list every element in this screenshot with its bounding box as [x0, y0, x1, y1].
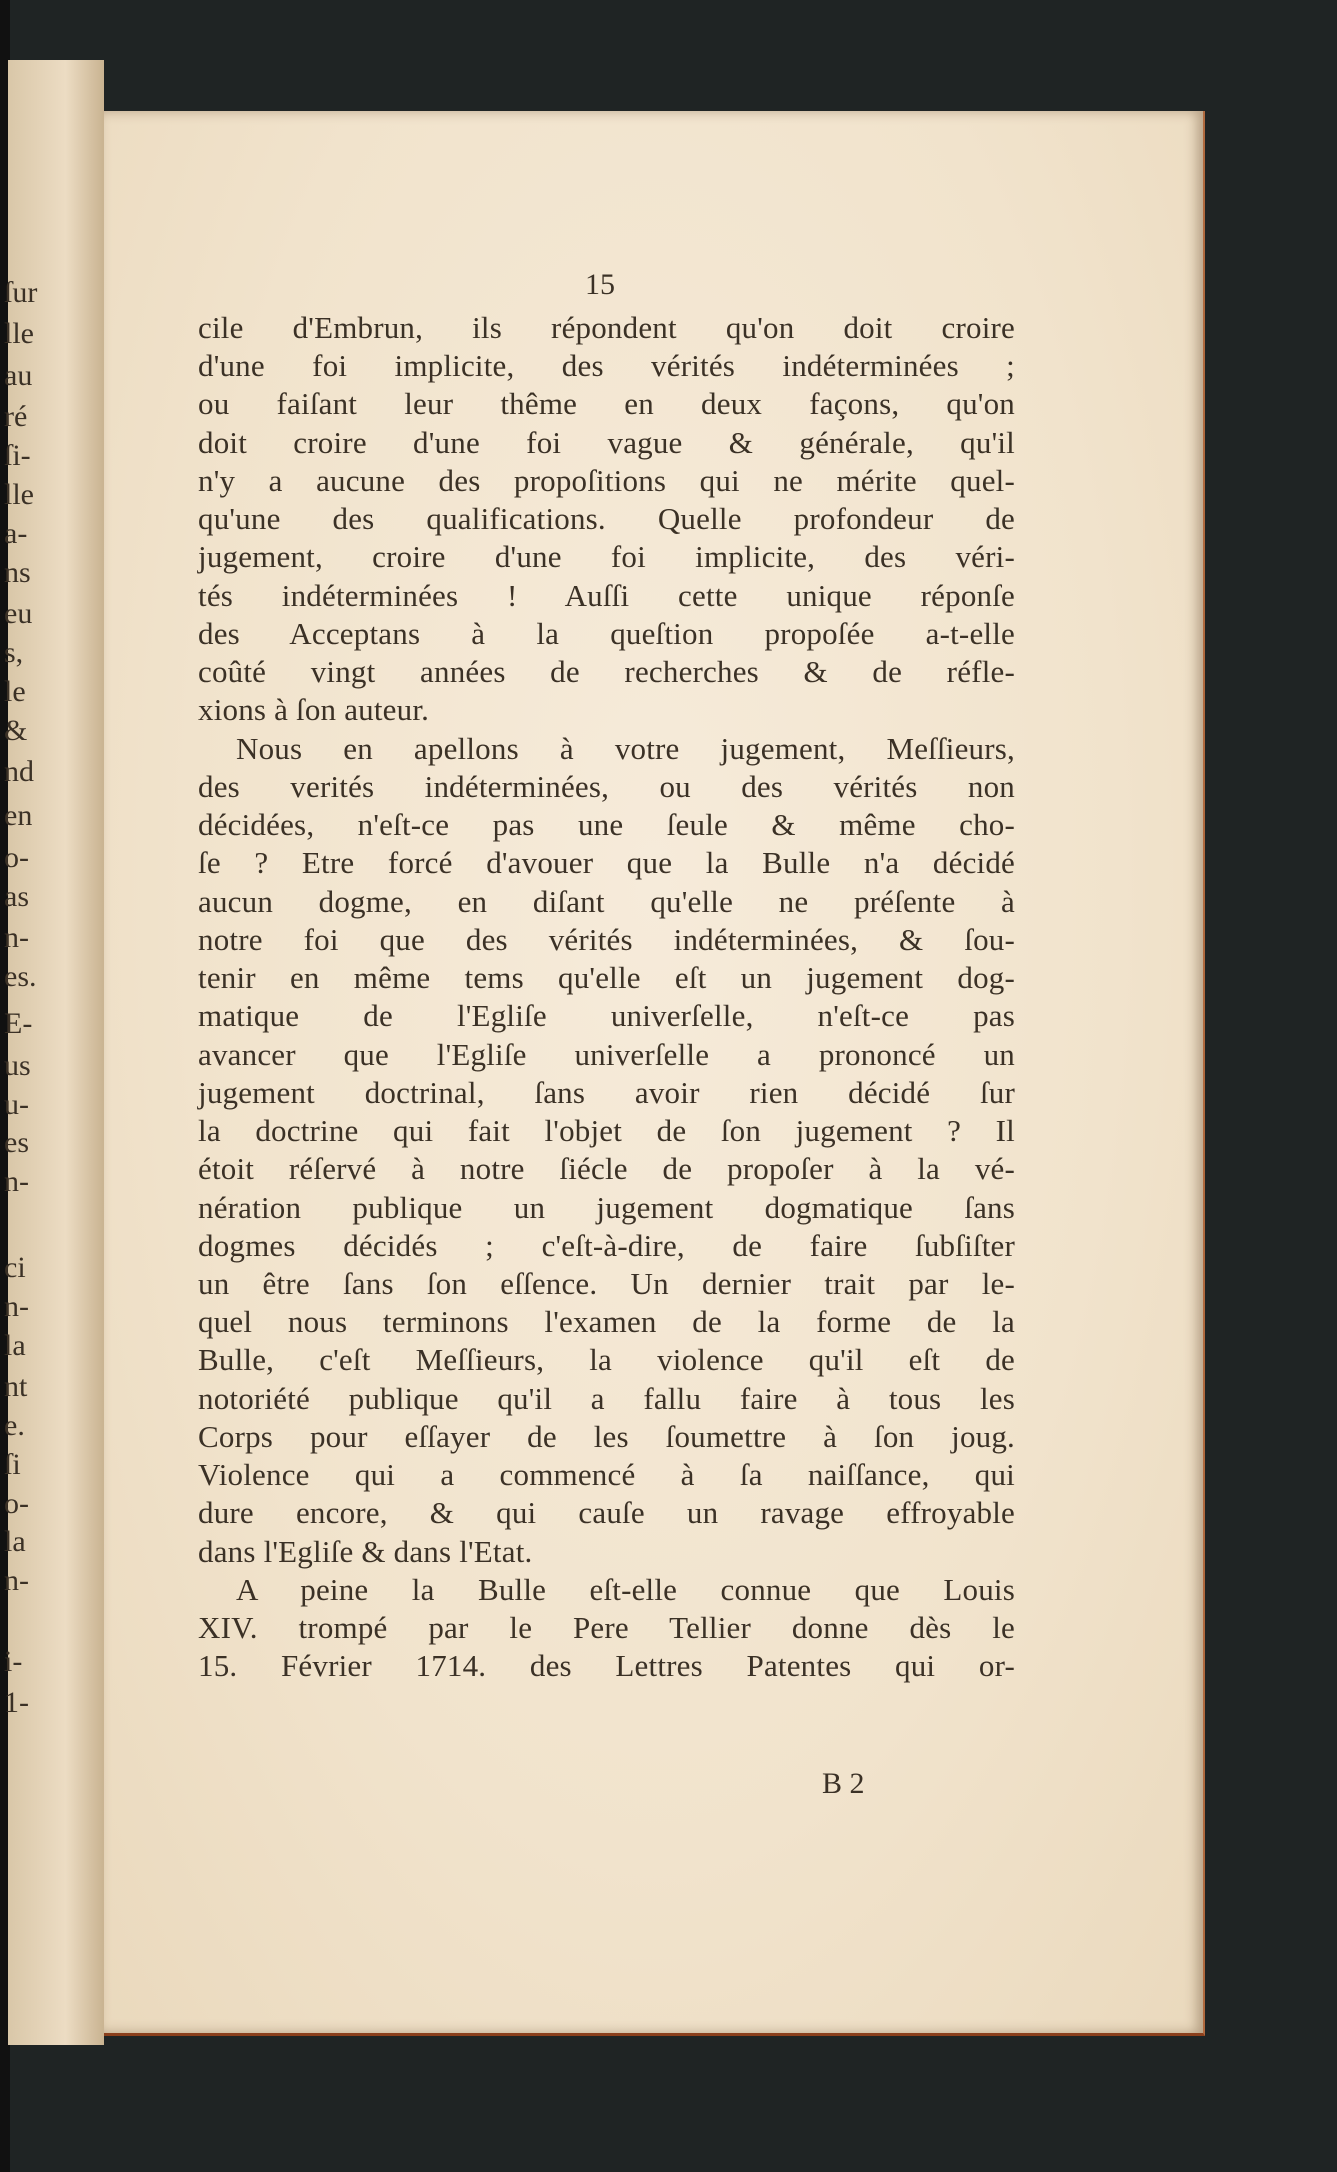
facing-page-fragment: le — [4, 674, 26, 708]
facing-page-fragment: lle — [4, 478, 34, 511]
facing-page-fragment: nd — [4, 755, 34, 789]
text-line: étoit réſervé à notre ſiécle de propoſer à la vé- — [198, 1151, 1015, 1187]
facing-page-fragment: us — [4, 1048, 31, 1082]
facing-page-fragment: n- — [4, 921, 29, 955]
text-line: un être ſans ſon eſſence. Un dernier trait par le- — [198, 1266, 1015, 1301]
facing-page-fragment: lle — [4, 317, 34, 351]
text-line: Corps pour eſſayer de les ſoumettre à ſon joug. — [198, 1418, 1015, 1454]
facing-page-fragment: i- — [4, 1644, 23, 1678]
text-line: notoriété publique qu'il a fallu faire à tous les — [198, 1380, 1015, 1416]
facing-page-fragment: es — [4, 1126, 29, 1160]
text-line: jugement, croire d'une foi implicite, des véri- — [198, 539, 1015, 575]
text-line: des verités indéterminées, ou des vérités non — [198, 768, 1015, 804]
facing-page-fragment: la — [4, 1328, 26, 1362]
text-line: quel nous terminons l'examen de la forme de la — [198, 1304, 1015, 1340]
page-number: 15 — [585, 268, 615, 301]
facing-page-fragment: 1- — [4, 1686, 29, 1720]
facing-page-fragment: en — [4, 799, 33, 833]
facing-page-fragment: ſi- — [4, 439, 31, 473]
facing-page-fragment: au — [4, 358, 33, 392]
text-line: Bulle, c'eſt Meſſieurs, la violence qu'il eſt de — [198, 1342, 1015, 1378]
text-line: décidées, n'eſt-ce pas une ſeule & même cho- — [198, 807, 1015, 843]
text-line: d'une foi implicite, des vérités indéterminées ; — [198, 348, 1015, 384]
text-line: dogmes décidés ; c'eſt-à-dire, de faire ſubſiſter — [198, 1227, 1015, 1263]
facing-page-fragment: ns — [4, 555, 31, 589]
facing-page-fragment: ſi — [4, 1447, 21, 1481]
text-line: A peine la Bulle eſt-elle connue que Louis — [236, 1571, 1015, 1607]
text-line: Violence qui a commencé à ſa naiſſance, qui — [198, 1457, 1015, 1493]
facing-page-fragment: ſur — [4, 275, 38, 309]
text-line: n'y a aucune des propoſitions qui ne mérite quel- — [198, 462, 1015, 498]
facing-page-fragment: es. — [4, 960, 37, 994]
text-line: ou faiſant leur thême en deux façons, qu'on — [198, 386, 1015, 422]
text-line: coûté vingt années de recherches & de réfle- — [198, 654, 1015, 690]
text-line: cile d'Embrun, ils répondent qu'on doit croire — [198, 310, 1015, 345]
facing-page-fragment: ré — [4, 400, 28, 434]
text-line: aucun dogme, en diſant qu'elle ne préſente à — [198, 883, 1015, 919]
facing-page-fragment: u- — [4, 1087, 29, 1121]
facing-page-fragment: as — [4, 879, 29, 913]
text-line: notre foi que des vérités indéterminées, & ſou- — [198, 921, 1015, 957]
text-line: qu'une des qualifications. Quelle profondeur de — [198, 501, 1015, 537]
facing-page-fragment: E- — [4, 1007, 33, 1041]
facing-page-fragment: ci — [4, 1251, 26, 1285]
text-line: nération publique un jugement dogmatique ſans — [198, 1189, 1015, 1225]
facing-page-fragment: a- — [4, 516, 28, 550]
facing-page-fragment: e. — [4, 1409, 25, 1443]
text-line: jugement doctrinal, ſans avoir rien décidé ſur — [198, 1074, 1015, 1110]
facing-page-fragment: nt — [4, 1370, 28, 1404]
facing-page-fragment: s, — [4, 635, 24, 669]
text-line: Nous en apellons à votre jugement, Meſſieurs, — [236, 730, 1015, 766]
facing-page-fragment: eu — [4, 597, 33, 631]
facing-page-fragment: n- — [4, 1165, 29, 1199]
text-line: des Acceptans à la queſtion propoſée a-t-elle — [198, 615, 1015, 651]
facing-page-fragment: o- — [4, 841, 29, 874]
facing-page-fragment: n- — [4, 1564, 29, 1598]
facing-page-fragment: o- — [4, 1486, 29, 1520]
text-line: avancer que l'Egliſe univerſelle a prononcé un — [198, 1036, 1015, 1072]
text-line: doit croire d'une foi vague & générale, qu'il — [198, 424, 1015, 460]
text-line: matique de l'Egliſe univerſelle, n'eſt-ce pas — [198, 998, 1015, 1034]
signature-mark: B 2 — [822, 1767, 865, 1800]
text-line: tenir en même tems qu'elle eſt un jugement dog- — [198, 960, 1015, 996]
text-line: dans l'Egliſe & dans l'Etat. — [198, 1533, 533, 1569]
text-line: 15. Février 1714. des Lettres Patentes qui or- — [198, 1648, 1015, 1684]
text-line: tés indéterminées ! Auſſi cette unique réponſe — [198, 577, 1015, 613]
text-line: XIV. trompé par le Pere Tellier donne dès le — [198, 1610, 1015, 1646]
facing-page-fragment: & — [4, 713, 28, 747]
facing-page-fragment: n- — [4, 1289, 29, 1323]
text-line: xions à ſon auteur. — [198, 692, 430, 728]
text-line: dure encore, & qui cauſe un ravage effroyable — [198, 1495, 1015, 1531]
facing-page-fragment: la — [4, 1525, 26, 1559]
text-line: la doctrine qui fait l'objet de ſon jugement ? Il — [198, 1113, 1015, 1149]
text-line: ſe ? Etre forcé d'avouer que la Bulle n'a décidé — [198, 845, 1015, 881]
